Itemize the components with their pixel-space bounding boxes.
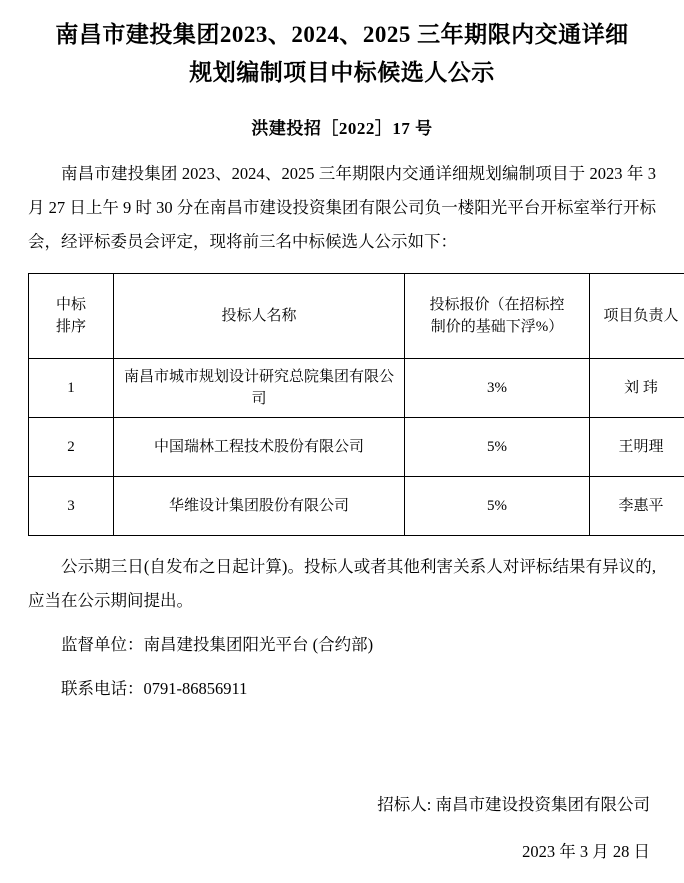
document-number: 洪建投招［2022］17 号	[28, 114, 656, 139]
cell-leader: 刘 玮	[590, 359, 684, 418]
column-header-rank-line-2: 排序	[33, 316, 109, 338]
cell-leader: 李惠平	[590, 477, 684, 536]
column-header-leader: 项目负责人	[590, 274, 684, 359]
table-row	[29, 418, 684, 477]
table-header	[29, 274, 684, 359]
cell-price: 5%	[405, 477, 590, 536]
column-header-rank	[29, 274, 114, 359]
cell-bidder-name: 华维设计集团股份有限公司	[114, 477, 405, 536]
cell-price: 5%	[405, 418, 590, 477]
table-body	[29, 359, 684, 536]
cell-bidder-name: 中国瑞林工程技术股份有限公司	[114, 418, 405, 477]
table-header-row	[29, 274, 684, 359]
column-header-bidder-name: 投标人名称	[114, 274, 405, 359]
tenderer-line: 招标人: 南昌市建设投资集团有限公司	[377, 787, 650, 823]
cell-leader: 王明理	[590, 418, 684, 477]
page-title-line-1: 南昌市建投集团2023、2024、2025 三年期限内交通详细	[28, 16, 656, 54]
page-title	[28, 16, 656, 92]
cell-bidder-name: 南昌市城市规划设计研究总院集团有限公司	[114, 359, 405, 418]
table-row	[29, 359, 684, 418]
document-page	[0, 16, 684, 883]
intro-paragraph: 南昌市建投集团 2023、2024、2025 三年期限内交通详细规划编制项目于 2023 年 3 月 27 日上午 9 时 30 分在南昌市建设投资集团有限公司负一楼阳光平台开标室举行开标会，经评标委员会评定，现将前三名中标候选人公示如下：	[28, 157, 656, 259]
supervisor-line: 监督单位：南昌建投集团阳光平台 (合约部)	[28, 628, 656, 662]
candidate-table	[28, 273, 684, 536]
sign-date: 2023 年 3 月 28 日	[522, 837, 650, 867]
cell-rank: 1	[29, 359, 114, 418]
page-title-line-2: 规划编制项目中标候选人公示	[28, 54, 656, 92]
cell-rank: 2	[29, 418, 114, 477]
phone-line: 联系电话：0791-86856911	[28, 672, 656, 706]
notice-paragraph: 公示期三日(自发布之日起计算)。投标人或者其他利害关系人对评标结果有异议的, 应当在公示期间提出。	[28, 550, 656, 618]
cell-price: 3%	[405, 359, 590, 418]
column-header-rank-line-1: 中标	[33, 294, 109, 316]
column-header-price	[405, 274, 590, 359]
column-header-price-line-1: 投标报价（在招标控	[409, 294, 585, 316]
cell-rank: 3	[29, 477, 114, 536]
column-header-price-line-2: 制价的基础下浮%）	[409, 316, 585, 338]
table-row	[29, 477, 684, 536]
